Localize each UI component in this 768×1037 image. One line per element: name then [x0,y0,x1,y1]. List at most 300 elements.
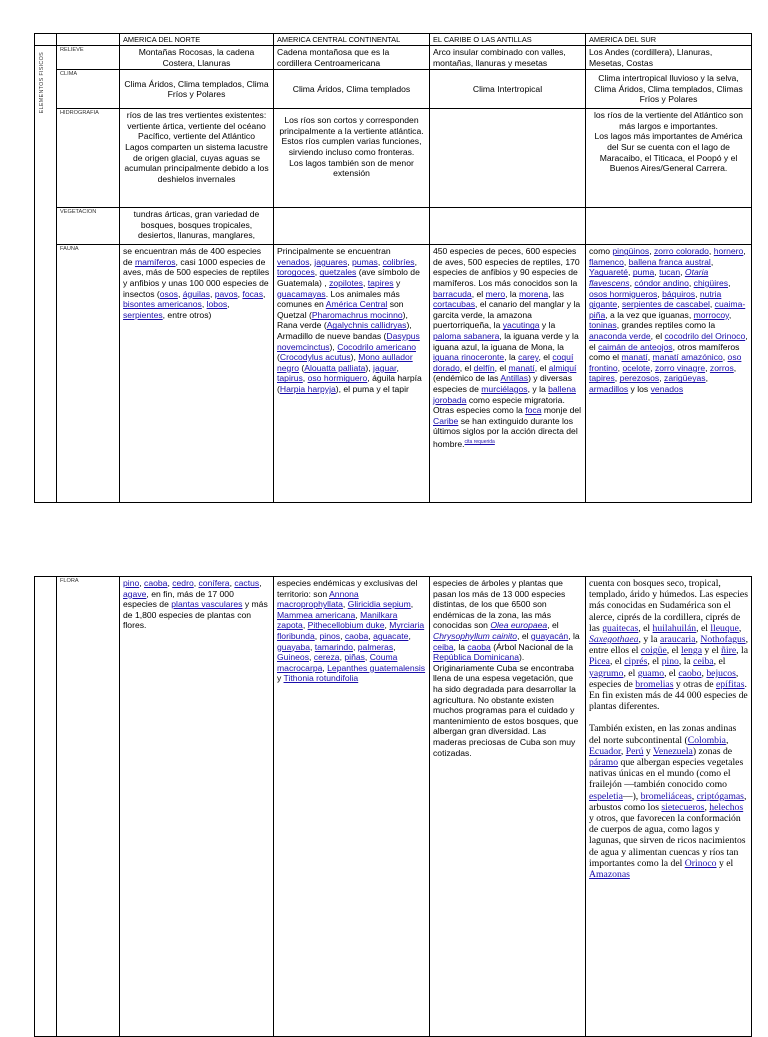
text: , [738,622,742,634]
link[interactable]: criptógamas [696,790,744,802]
link[interactable]: Antillas [500,373,529,384]
text: , [314,267,320,278]
text: , [705,373,708,384]
link[interactable]: Caribe [433,415,459,426]
link[interactable]: cereza [313,652,340,663]
fauna-caribe [430,245,586,503]
text: ( [277,352,280,363]
link[interactable]: conífera [198,578,230,588]
link-lobos[interactable]: lobos [206,299,228,310]
text: , [227,299,230,310]
link[interactable]: manatí amazónico [652,352,723,363]
text: , [352,641,358,652]
text: , [725,734,729,746]
link[interactable]: zorro vinagre [654,362,706,373]
text: como especie migratoria. Otras especies como la [433,394,565,416]
text: , [263,288,266,299]
text: , [414,256,417,267]
link[interactable]: Olea europaea [490,620,548,631]
text: especies endémicas y exclusivas del territorio: son [277,578,418,599]
text: que albergan especies vegetales nativas únicas en el mundo (como el frailejón —también conocido como [589,757,744,791]
text: , la [504,352,519,363]
flora-sur-paragraph-1 [589,578,748,712]
link[interactable]: cocodrilo del Orinoco [664,330,746,341]
relieve-caribe: Arco insular combinado con valles, montañas, llanuras y mesetas [430,46,586,70]
link[interactable]: barracuda [433,288,472,299]
text: , [695,288,700,299]
relieve-central: Cadena montañosa que es la cordillera Centroamericana [274,46,430,70]
link[interactable]: murciélagos [481,383,528,394]
text: (ave símbolo de Guatemala) , [277,267,420,288]
link[interactable]: plantas vasculares [171,599,243,610]
text: , [649,246,654,257]
link[interactable]: guacamayas [277,288,326,299]
text: y [643,745,654,757]
link[interactable]: Lepanthes guatemalensis [327,662,426,673]
flora-norte [120,577,274,1037]
link[interactable]: iguana rinoceronte [433,352,505,363]
text: , [709,299,715,310]
link[interactable]: Amazonas [589,869,630,881]
text: y [277,673,284,684]
side-cell [35,577,57,1037]
text: (Árbol Nacional de la [490,641,573,652]
link[interactable]: venados [650,383,684,394]
text: , y la [638,634,661,646]
side-label: ELEMENTOS FISICOS [39,52,45,114]
text: , [701,667,707,679]
link[interactable]: espeletia [589,790,623,802]
link[interactable]: delfín [473,362,495,373]
text: , [628,267,633,278]
text: , la [505,288,520,299]
link[interactable]: tucan [659,267,681,278]
text: , [167,578,173,588]
link[interactable]: Colombia [687,734,726,746]
link[interactable]: zarigüeyas [664,373,706,384]
link[interactable]: colibríes [382,256,415,267]
link[interactable]: chigüires [693,277,729,288]
link[interactable]: ceiba [693,656,714,668]
text: , [229,578,235,588]
hidrografia-sur: los ríos de la vertiente del Atlántico son más largos e importantes. Los lagos más importantes de América del Sur se cuenta con el lago de Maracaibo, el Titicaca, el Poopó y el Buenos Aires/General Carrera. [586,109,752,208]
link-bisontes[interactable]: bisontes americanos [123,299,202,310]
flora-central [274,577,430,1037]
text: , [364,652,370,663]
link[interactable]: araucaria [660,634,696,646]
text: ), Rana verde ( [277,309,408,331]
text: , en fin, más de 17 000 especies de [123,588,234,610]
link[interactable]: coigüe [640,645,667,657]
link[interactable]: Pithecellobium duke [307,620,385,631]
link[interactable]: almiquí [548,362,577,373]
text: , [309,652,314,663]
text: , grandes reptiles como la [616,320,716,331]
link[interactable]: paloma sabanera [433,330,500,341]
link[interactable]: pumas [352,256,378,267]
link[interactable]: morena [519,288,549,299]
header-row [35,34,752,46]
link[interactable]: Dasypus novemcinctus [277,330,420,352]
header-norte: AMERICA DEL NORTE [120,34,274,46]
text: , y la [527,383,549,394]
text: , otros mamíferos como el [589,341,740,363]
link[interactable]: Gliricidia sepium [347,599,411,610]
text: , [355,609,361,620]
row-vegetacion [35,208,752,245]
text: , [657,288,663,299]
link[interactable]: armadillos [589,383,629,394]
text: , casi 1000 especies de aves, más de 500 especies de reptiles y anfibios y unas 100 000 especies de insectos ( [123,256,270,299]
text: ). Originariamente Cuba se encontraba llena de una espesa vegetación, que ha sido degradada para desarrollar la agricultura. No obstante existen muchos programas para el cuidado y mantenimiento de estos bosques, que albergan gran diversidad. Las maderas preciosas de Cuba son muy cotizadas. [433,652,579,758]
link[interactable]: caoba [144,578,168,588]
text: , el [650,330,665,341]
link[interactable]: helechos [709,801,744,813]
link[interactable]: bromeliáceas [640,790,692,802]
link[interactable]: ballena jorobada [433,383,576,405]
text: , [368,630,374,641]
link[interactable]: báquiros [662,288,696,299]
link-mamiferos[interactable]: mamíferos [134,256,176,267]
link[interactable]: Annona macroprophyllata [277,588,359,610]
link[interactable]: coquí dorado [433,352,574,373]
text: 450 especies de peces, 600 especies de aves, 500 especies de reptiles, 170 especies de anfibios y 90 especies de mamíferos. Los más conocidos son la [433,246,580,288]
text: , el [713,656,726,668]
link[interactable]: Mammea americana [277,609,356,620]
text: , el [459,362,474,373]
relieve-norte: Montañas Rocosas, la cadena Costera, Llanuras [120,46,274,70]
text: , [339,652,345,663]
row-hidrografia [35,109,752,208]
link[interactable]: guayacán [530,630,569,641]
header-central: AMERICA CENTRAL CONTINENTAL [274,34,430,46]
link[interactable]: Yaguareté [589,267,629,278]
vegetacion-central [274,208,430,245]
text: , entre otros) [162,309,212,320]
link[interactable]: hornero [713,246,744,257]
link[interactable]: pingüinos [612,246,650,257]
link[interactable]: pinos [319,630,341,641]
link[interactable]: Chrysophyllum cainito [433,630,518,641]
text: , [722,352,728,363]
link[interactable]: mero [485,288,506,299]
link[interactable]: Guineos [277,652,310,663]
text: , [629,277,635,288]
link[interactable]: ceiba [433,641,454,652]
text: , el [696,622,711,634]
text: , [302,620,308,631]
row-label-relieve: RELIEVE [57,46,120,70]
text: . Los animales más comunes en [277,288,400,310]
vegetacion-caribe [430,208,586,245]
link[interactable]: aguacate [373,630,409,641]
text: , [659,373,665,384]
link[interactable]: oso hormiguero [307,373,368,384]
link[interactable]: guamo [637,667,665,679]
link[interactable]: América Central [325,299,388,310]
text: , [347,256,353,267]
text: , [302,373,308,384]
link[interactable]: Otaria flavescens [589,267,709,288]
text: , [650,362,655,373]
text: , [728,309,732,320]
text: , el [638,622,653,634]
text: y los [628,383,651,394]
text: , [704,801,710,813]
text: , el [547,620,559,631]
text: , el canario del manglar y la garcita verde, la amazona puertorriqueña, la [433,299,581,331]
text: , [396,362,399,373]
row-label-flora: FLORA [57,577,120,1037]
link[interactable]: ciprés [624,656,648,668]
hidrografia-caribe [430,109,586,208]
text: , [259,578,262,588]
text: y [393,277,401,288]
text: , [691,790,697,802]
text: , [654,267,660,278]
link[interactable]: tapirus [277,373,303,384]
clima-caribe: Clima Intertropical [430,70,586,109]
text: , [623,256,629,267]
link[interactable]: nutria gigante [589,288,722,310]
link[interactable]: venados [277,256,310,267]
link[interactable]: zorros [709,362,734,373]
link[interactable]: torogoces [277,267,315,278]
text: , [705,362,710,373]
link[interactable]: cuaima-piña [589,299,746,320]
link[interactable]: carey [518,352,539,363]
row-clima [35,70,752,109]
link[interactable]: Couma macrocarpa [277,652,398,673]
link[interactable]: serpientes de cascabel [621,299,710,310]
link[interactable]: caoba [467,641,491,652]
link[interactable]: tamarindo [314,641,353,652]
text: . En fin existen más de 44 000 especies de plantas diferentes. [589,678,748,713]
row-flora [35,577,752,1037]
text: , el [647,656,662,668]
link[interactable]: osos hormigueros [589,288,658,299]
text: , [384,620,390,631]
text: , [743,246,746,257]
link[interactable]: lenga [681,645,702,657]
link[interactable]: Agalychnis callidryas [326,320,407,331]
text: , [408,630,411,641]
link-osos[interactable]: osos [159,288,178,299]
vegetacion-norte: tundras árticas, gran variedad de bosques, bosques tropicales, desiertos, llanuras, manglares, [120,208,274,245]
row-relieve [35,46,752,70]
link[interactable]: Manilkara zapota [277,609,398,631]
text: y otros, que favorecen la conformación de cuerpos de agua, como lagos y lagunas, que sirven de ricos nacimientos de agua y alimentan cuencas y ríos tan importantes como la del [589,813,746,869]
link[interactable]: zorro colorado [653,246,709,257]
clima-norte: Clima Áridos, Clima templados, Clima Fríos y Polares [120,70,274,109]
text: , [342,599,348,610]
text: cuenta con bosques seco, tropical, templado, árido y húmedos. Las especies más conocidas en Sudamérica son el alerce, ciprés de la cordillera, ciprés de las [589,578,748,634]
relieve-sur: Los Andes (cordillera), Llanuras, Mesetas, Costas [586,46,752,70]
link-serpientes[interactable]: serpientes [123,309,163,320]
citation-link[interactable]: cita requerida [464,438,495,445]
text: , [617,362,623,373]
link[interactable]: Picea [589,656,610,668]
link[interactable]: sietecueros [661,801,705,813]
link[interactable]: yagrumo [589,667,624,679]
text: ) y diversas especies de [433,373,572,394]
link[interactable]: Nothofagus [700,634,746,646]
link[interactable]: piñas [344,652,365,663]
text: , la [678,656,694,668]
text: , [617,299,622,310]
text: , el [666,645,682,657]
link[interactable]: caimán de anteojos [598,341,673,352]
text: ), [365,362,374,373]
link[interactable]: huilahuilán [652,622,697,634]
text: , [177,288,183,299]
link[interactable]: jaguar [373,362,397,373]
link[interactable]: toninas [589,320,617,331]
link[interactable]: ñire [721,645,737,657]
link[interactable]: perezosos [619,373,660,384]
text: monje del [541,405,582,416]
text: , el [609,656,625,668]
link[interactable]: oso frontino [589,352,742,373]
text: , [309,256,315,267]
text: se han extinguido durante los últimos siglos por la acción directa del hombre. [433,415,578,449]
header-empty [57,34,120,46]
link[interactable]: foca [525,405,542,416]
text: , [710,256,714,267]
link[interactable]: tapires [367,277,394,288]
text: , [322,662,328,673]
link[interactable]: cortacubas [433,299,476,310]
link[interactable]: quetzales [319,267,357,278]
link[interactable]: manatí [508,362,535,373]
text: , entre ellos el [589,634,748,657]
link-pavos[interactable]: pavos [214,288,238,299]
link[interactable]: anaconda verde [589,330,651,341]
link[interactable]: caobo [678,667,702,679]
link[interactable]: epífitas [715,678,745,690]
header-sur: AMERICA DEL SUR [586,34,752,46]
link[interactable]: República Dominicana [433,652,519,663]
link[interactable]: guaitecas [602,622,639,634]
link[interactable]: jaguares [314,256,348,267]
text: , el [494,362,509,373]
link[interactable]: Mono aullador negro [277,352,413,373]
clima-central: Clima Áridos, Clima templados [274,70,430,109]
paragraph-spacer [589,712,748,723]
text: ) zonas de [692,745,733,757]
link[interactable]: páramo [589,757,619,769]
link[interactable]: guayaba [277,641,310,652]
link[interactable]: palmeras [357,641,394,652]
table-page-2 [34,576,752,1037]
text: ), Armadillo de nueve bandas ( [277,320,412,341]
text: (endémico de las [433,373,501,384]
text: especies de árboles y plantas que pasan los más de 13 000 especies distintas, de los que 6500 son endémicas de la zona, las más conocidas son [433,578,566,631]
link[interactable]: Venezuela [653,745,693,757]
text: , el [471,288,486,299]
text: se encuentran más de 400 especies de [123,246,262,267]
clima-sur: Clima intertropical lluvioso y la selva, Clima Áridos, Clima templados, Climas Fríos y Polares [586,70,752,109]
text: , águila harpía ( [277,373,422,394]
text: , [647,352,653,363]
link[interactable]: caoba [344,630,369,641]
flora-sur [586,577,752,1037]
link[interactable]: puma [632,267,655,278]
link[interactable]: Ecuador [589,745,621,757]
text: , la [453,641,468,652]
hidrografia-norte: ríos de las tres vertientes existentes: vertiente ártica, vertiente del océano Pacífico, vertiente del Atlántico Lagos comparten un sistema lacustre de origen glacial, cuyas aguas se acumulan principalmente debido a los deshielos invernales [120,109,274,208]
text: , la [736,645,749,657]
text: , [728,277,731,288]
text: y otras de [673,678,716,690]
text: , [680,267,685,278]
link-aguilas[interactable]: águilas [182,288,210,299]
text: —), [622,790,641,802]
text: , [314,630,320,641]
fauna-central [274,245,430,503]
text: , [309,641,315,652]
link-focas[interactable]: focas [242,288,263,299]
text: y el [702,645,722,657]
link[interactable]: pino [123,578,140,588]
link[interactable]: Myrciaria floribunda [277,620,425,641]
link[interactable]: Alouatta palliata [304,362,366,373]
link[interactable]: pino [661,656,679,668]
link[interactable]: Crocodylus acutus [279,352,351,363]
link[interactable]: tapires [589,373,615,384]
text: , la [568,630,580,641]
text: También existen, en las zonas andinas del norte subcontinental ( [589,723,737,746]
link[interactable]: cactus [234,578,260,588]
link[interactable]: Harpia harpyja [279,383,336,394]
link[interactable]: Orinoco [684,857,717,869]
link[interactable]: Tithonia rotundifolia [283,673,359,684]
link[interactable]: lleuque [710,622,739,634]
link[interactable]: yacutinga [502,320,540,331]
row-fauna [35,245,752,503]
text: , el [517,630,531,641]
link[interactable]: Saxegothaea [589,634,639,646]
link[interactable]: Cocodrilo americano [337,341,416,352]
link[interactable]: morrocoy [693,309,729,320]
link[interactable]: manatí [621,352,648,363]
text: , arbustos como los [589,790,747,813]
text: y la [539,320,556,331]
text: , el [623,667,638,679]
link[interactable]: ballena franca austral [628,256,711,267]
text: , [377,256,383,267]
link[interactable]: agave [123,588,147,599]
link[interactable]: Pharomachrus mocinno [311,309,403,320]
link[interactable]: ocelote [622,362,651,373]
text: , el [664,667,679,679]
text: son Quetzal ( [277,299,404,320]
side-label-cell [35,46,57,503]
link[interactable]: Perú [625,745,644,757]
text: , [410,599,414,610]
link[interactable]: bejucos [706,667,736,679]
link[interactable]: zopilotes [329,277,363,288]
text: y el [716,857,734,869]
text: , [695,634,701,646]
link[interactable]: cóndor andino [634,277,689,288]
link[interactable]: cedro [172,578,194,588]
text: , a la vez que iguanas, [605,309,694,320]
text: , [362,277,368,288]
row-label-hidrografia: HIDROGRAFIA [57,109,120,208]
link[interactable]: flamenco [589,256,624,267]
link[interactable]: bromelias [635,678,674,690]
